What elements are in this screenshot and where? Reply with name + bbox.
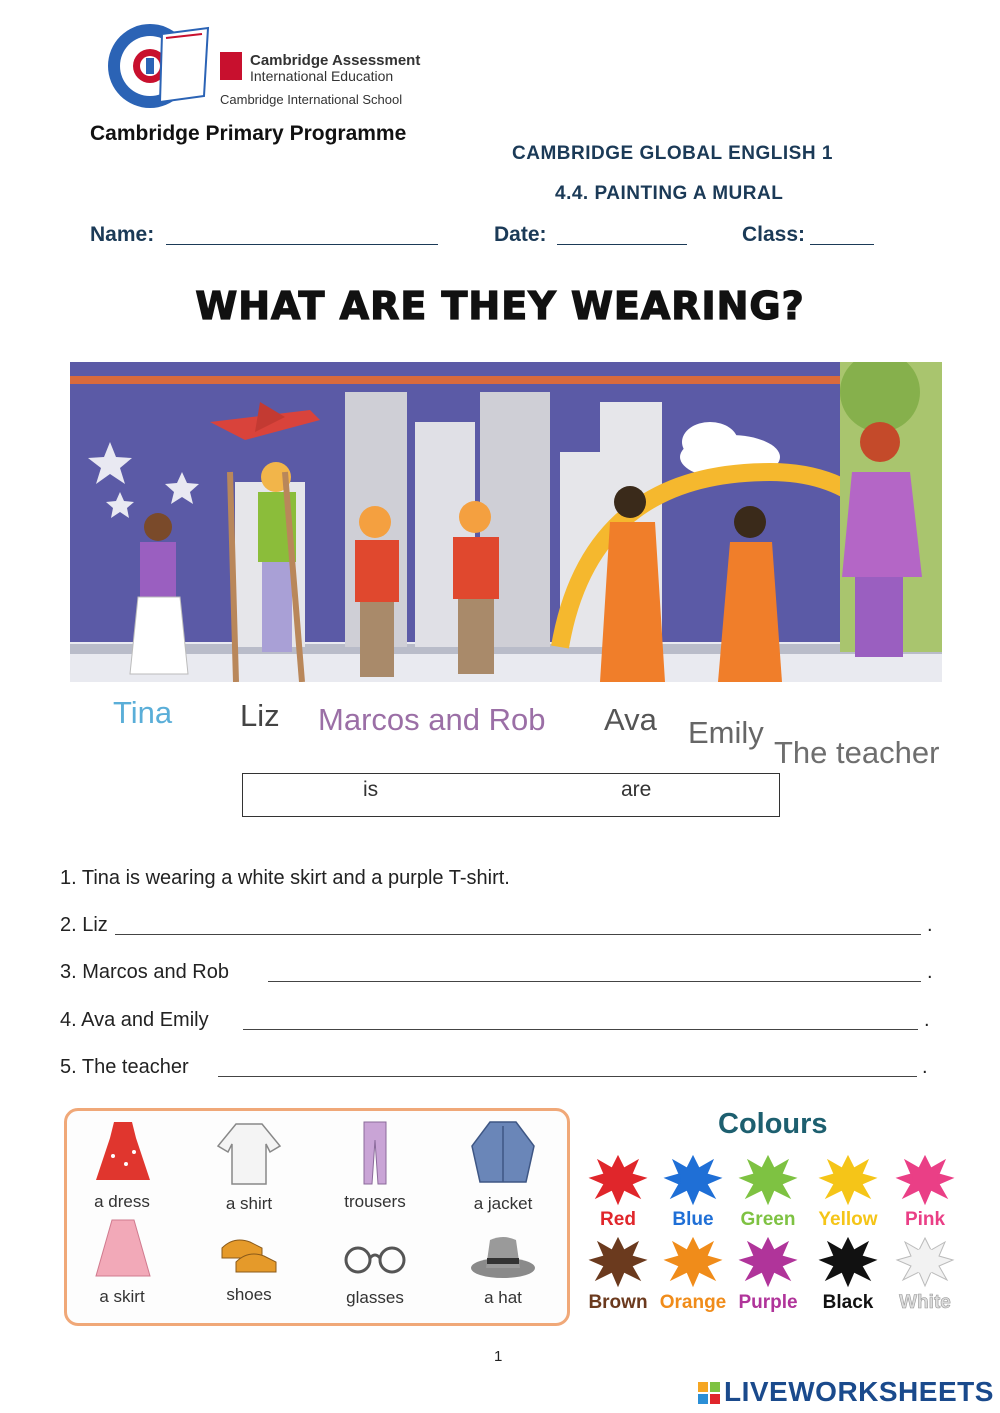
answer-field-5[interactable] (218, 1076, 917, 1077)
cambridge-shield-icon (220, 52, 242, 80)
name-label: Name: (90, 223, 155, 246)
cambridge-line3: Cambridge International School (220, 92, 403, 107)
colour-label-purple: Purple (738, 1292, 798, 1313)
colour-label-red: Red (600, 1209, 636, 1230)
shoes-icon (214, 1218, 284, 1288)
dress-icon (88, 1116, 158, 1186)
sentence-3-prefix: 3. Marcos and Rob (60, 961, 229, 983)
answer-field-4[interactable] (243, 1029, 918, 1030)
cloth-label-shoes: shoes (226, 1285, 272, 1304)
sentence-5-end: . (922, 1056, 928, 1078)
name-the-teacher: The teacher (774, 735, 940, 770)
colour-label-blue: Blue (672, 1209, 714, 1230)
colour-label-brown: Brown (588, 1292, 648, 1313)
course-title: CAMBRIDGE GLOBAL ENGLISH 1 (512, 143, 833, 164)
liveworksheets-logo-icon (698, 1382, 720, 1404)
name-tina: Tina (113, 695, 173, 730)
cloth-label-dress: a dress (94, 1192, 150, 1211)
sentence-4-end: . (924, 1009, 930, 1031)
name-marcos-and-rob: Marcos and Rob (318, 702, 546, 737)
school-logo (100, 20, 220, 112)
lesson-title: 4.4. PAINTING A MURAL (555, 183, 784, 204)
yellow-splat-icon (818, 1150, 878, 1208)
hat-icon (468, 1222, 538, 1292)
jacket-icon (468, 1116, 538, 1186)
colours-title: Colours (718, 1108, 828, 1140)
word-is: is (363, 778, 379, 801)
name-ava: Ava (604, 702, 657, 737)
word-box (242, 773, 780, 817)
name-liz: Liz (240, 698, 280, 733)
name-emily: Emily (688, 715, 764, 750)
cambridge-line1: Cambridge Assessment (250, 52, 421, 69)
blue-splat-icon (663, 1150, 723, 1208)
cloth-label-shirt: a shirt (225, 1194, 273, 1213)
purple-splat-icon (738, 1232, 798, 1290)
white-splat-icon (895, 1232, 955, 1290)
cloth-label-glasses: glasses (346, 1288, 404, 1307)
cloth-label-skirt: a skirt (99, 1287, 145, 1306)
cambridge-line2: International Education (250, 68, 394, 84)
programme-title: Cambridge Primary Programme (90, 122, 407, 145)
answer-field-2[interactable] (115, 934, 921, 935)
sentence-2-end: . (927, 914, 933, 936)
date-field[interactable] (557, 244, 687, 245)
colour-label-pink: Pink (904, 1209, 946, 1230)
cloth-label-trousers: trousers (344, 1192, 406, 1211)
name-field[interactable] (166, 244, 438, 245)
cloth-label-hat: a hat (484, 1288, 522, 1307)
green-splat-icon (738, 1150, 798, 1208)
liveworksheets-brand: LIVEWORKSHEETS (724, 1376, 994, 1407)
glasses-icon (340, 1222, 410, 1292)
black-splat-icon (818, 1232, 878, 1290)
word-are: are (621, 778, 652, 801)
sentence-1: 1. Tina is wearing a white skirt and a purple T-shirt. (60, 867, 510, 889)
class-label: Class: (742, 223, 806, 246)
mural-illustration (70, 362, 942, 682)
sentence-4-prefix: 4. Ava and Emily (60, 1009, 209, 1031)
pink-splat-icon (895, 1150, 955, 1208)
date-label: Date: (494, 223, 547, 246)
sentence-5-prefix: 5. The teacher (60, 1056, 189, 1078)
sentence-2-prefix: 2. Liz (60, 914, 108, 936)
brown-splat-icon (588, 1232, 648, 1290)
sentence-3-end: . (927, 961, 933, 983)
colour-label-green: Green (740, 1209, 796, 1230)
colour-label-orange: Orange (659, 1292, 727, 1313)
colour-label-black: Black (822, 1292, 874, 1313)
trousers-icon (340, 1118, 410, 1188)
orange-splat-icon (663, 1232, 723, 1290)
page-number: 1 (494, 1348, 503, 1365)
cloth-label-jacket: a jacket (473, 1194, 533, 1213)
answer-field-3[interactable] (268, 981, 921, 982)
red-splat-icon (588, 1150, 648, 1208)
page-title: WHAT ARE THEY WEARING? (195, 284, 805, 328)
class-field[interactable] (810, 244, 874, 245)
colour-label-yellow: Yellow (818, 1209, 878, 1230)
colour-label-white: White (899, 1292, 951, 1313)
skirt-icon (88, 1214, 158, 1284)
shirt-icon (214, 1118, 284, 1188)
